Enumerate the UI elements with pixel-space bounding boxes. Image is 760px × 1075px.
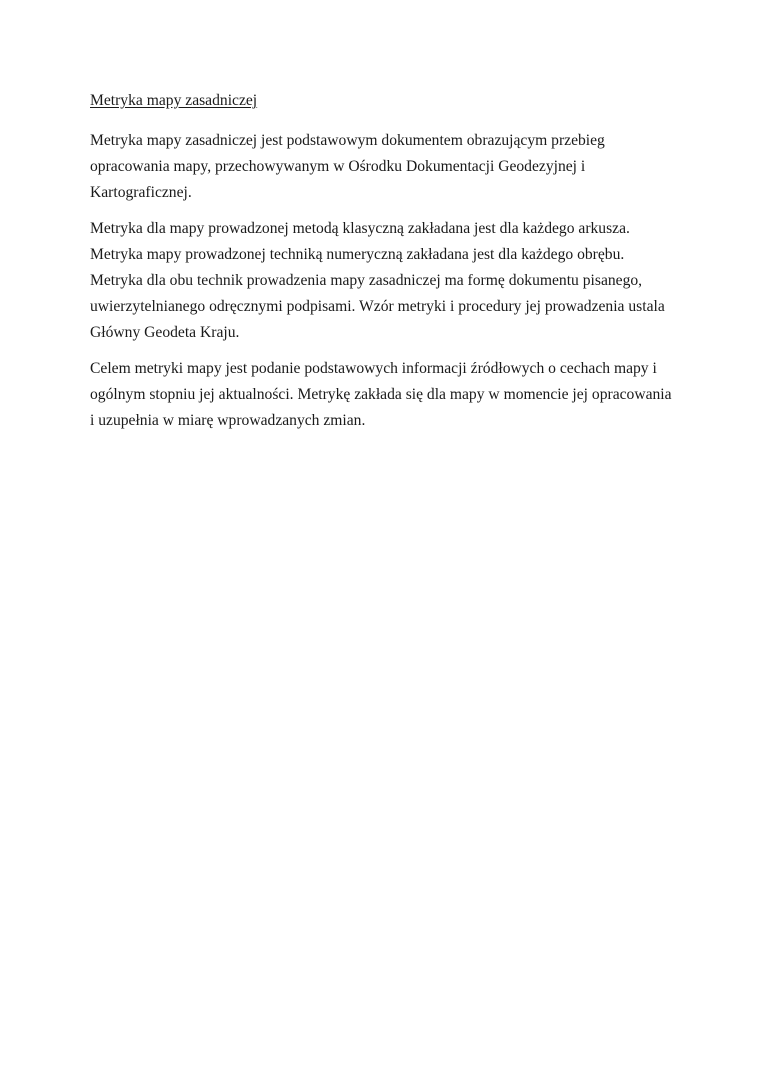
paragraph-line: Główny Geodeta Kraju. xyxy=(90,324,240,341)
document-body xyxy=(90,88,680,444)
paragraph-line: Metryka dla obu technik prowadzenia mapy zasadniczej ma formę dokumentu pisanego, xyxy=(90,272,643,289)
paragraph-line: Metryka dla mapy prowadzonej metodą klasyczną zakładana jest dla każdego arkusza. xyxy=(90,220,630,237)
paragraph-line: Metryka mapy zasadniczej jest podstawowym dokumentem obrazującym przebieg xyxy=(90,132,605,149)
paragraph-line: Metryka mapy prowadzonej techniką numeryczną zakładana jest dla każdego obrębu. xyxy=(90,246,625,263)
paragraph-1 xyxy=(90,128,680,206)
paragraph-line: ogólnym stopniu jej aktualności. Metrykę zakłada się dla mapy w momencie jej opracowania xyxy=(90,386,672,403)
paragraph-line: Kartograficznej. xyxy=(90,184,192,201)
paragraph-line: opracowania mapy, przechowywanym w Ośrodku Dokumentacji Geodezyjnej i xyxy=(90,158,586,175)
paragraph-line: Celem metryki mapy jest podanie podstawowych informacji źródłowych o cechach mapy i xyxy=(90,360,657,377)
paragraph-3 xyxy=(90,356,680,434)
paragraph-line: uwierzytelnianego odręcznymi podpisami. Wzór metryki i procedury jej prowadzenia ustala xyxy=(90,298,665,315)
paragraph-line: i uzupełnia w miarę wprowadzanych zmian. xyxy=(90,412,366,429)
paragraph-2 xyxy=(90,216,680,346)
document-title: Metryka mapy zasadniczej xyxy=(90,92,258,109)
